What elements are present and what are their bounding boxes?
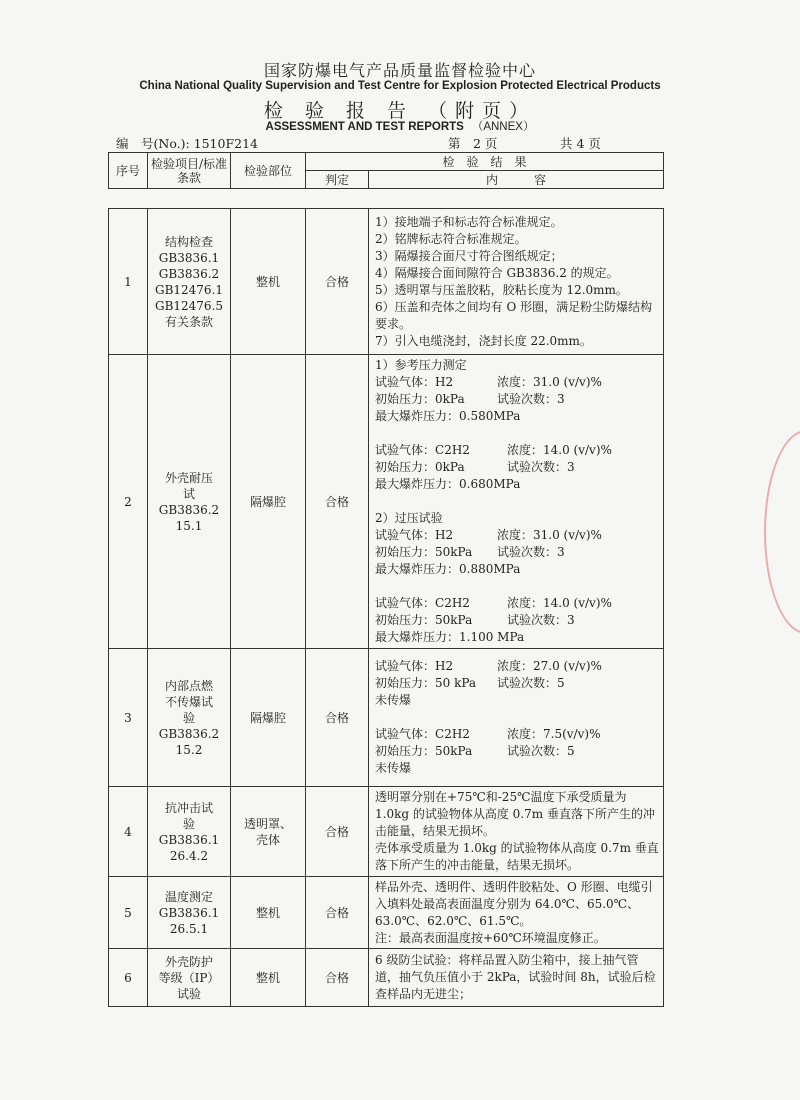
table-row bbox=[109, 877, 664, 949]
header-content: 内 容 bbox=[369, 171, 664, 189]
report-title-cn: 检 验 报 告 （附页） bbox=[263, 100, 537, 122]
table-header bbox=[108, 152, 664, 189]
row-item: 结构检查 GB3836.1 GB3836.2 GB12476.1 GB12476.5 有关条款 bbox=[148, 209, 231, 355]
table-row bbox=[109, 787, 664, 877]
header-verdict: 判定 bbox=[306, 171, 369, 189]
org-title-cn: 国家防爆电气产品质量监督检验中心 bbox=[263, 61, 536, 80]
row-verdict: 合格 bbox=[306, 949, 369, 1007]
row-part: 隔爆腔 bbox=[231, 355, 306, 649]
row-content: 样品外壳、透明件、透明件胶粘处、O 形圈、电缆引入填料处最高表面温度分别为 64.0℃、65.0℃、63.0℃、62.0℃、61.5℃。 注：最高表面温度按+60℃环境温度修正。 bbox=[369, 877, 664, 949]
row-part: 透明罩、 壳体 bbox=[231, 787, 306, 877]
row-seq: 5 bbox=[109, 877, 148, 949]
row-item: 抗冲击试 验 GB3836.1 26.4.2 bbox=[148, 787, 231, 877]
row-seq: 2 bbox=[109, 355, 148, 649]
header-seq: 序号 bbox=[109, 153, 148, 189]
row-seq: 3 bbox=[109, 649, 148, 787]
table-row bbox=[109, 649, 664, 787]
row-part: 隔爆腔 bbox=[231, 649, 306, 787]
total-pages: 共 4 页 bbox=[560, 136, 601, 151]
header-part: 检验部位 bbox=[231, 153, 306, 189]
red-stamp-edge bbox=[764, 430, 800, 634]
row-content: 透明罩分别在+75℃和-25℃温度下承受质量为 1.0kg 的试验物体从高度 0.7m 垂直落下所产生的冲击能量，结果无损坏。 壳体承受质量为 1.0kg 的试验物体从高度 0.7m 垂直落下所产生的冲击能量，结果无损坏。 bbox=[369, 787, 664, 877]
row-content: 试验气体：H2 浓度：27.0 (v/v)% 初始压力：50 kPa 试验次数：5 未传爆 试验气体：C2H2 浓度：7.5(v/v)% 初始压力：50kPa 试验次数：5 未传爆 bbox=[369, 649, 664, 787]
row-content: 6 级防尘试验：将样品置入防尘箱中，接上抽气管道，抽气负压值小于 2kPa，试验时间 8h，试验后检查样品内无进尘； bbox=[369, 949, 664, 1007]
row-seq: 1 bbox=[109, 209, 148, 355]
row-seq: 6 bbox=[109, 949, 148, 1007]
row-item: 外壳耐压 试 GB3836.2 15.1 bbox=[148, 355, 231, 649]
row-item: 温度测定 GB3836.1 26.5.1 bbox=[148, 877, 231, 949]
header-result: 检 验 结 果 bbox=[306, 153, 664, 171]
row-item: 内部点燃 不传爆试 验 GB3836.2 15.2 bbox=[148, 649, 231, 787]
row-verdict: 合格 bbox=[306, 649, 369, 787]
row-seq: 4 bbox=[109, 787, 148, 877]
table-row bbox=[109, 355, 664, 649]
row-part: 整机 bbox=[231, 949, 306, 1007]
results-table bbox=[108, 208, 664, 1007]
row-content: 1）参考压力测定 试验气体：H2 浓度：31.0 (v/v)% 初始压力：0kPa 试验次数：3 最大爆炸压力：0.580MPa 试验气体：C2H2 浓度：14.0 (v/v)% 初始压力：0kPa 试验次数：3 最大爆炸压力：0.680MPa 2）过压试验 试验气体：H2 浓度：31.0 (v/v)% 初始压力：50kPa 试验次数：3 最大爆炸压力：0.880MPa 试验气体：C2H2 浓度：14.0 (v/v)% 初始压力：50kPa 试验次数：3 最大爆炸压力：1.100 MPa bbox=[369, 355, 664, 649]
report-title-en-text: ASSESSMENT AND TEST REPORTS bbox=[265, 121, 464, 133]
table-row bbox=[109, 949, 664, 1007]
table-row bbox=[109, 209, 664, 355]
row-item: 外壳防护 等级（IP） 试验 bbox=[148, 949, 231, 1007]
row-part: 整机 bbox=[231, 209, 306, 355]
row-content: 1）接地端子和标志符合标准规定。 2）铭牌标志符合标准规定。 3）隔爆接合面尺寸符合图纸规定； 4）隔爆接合面间隙符合 GB3836.2 的规定。 5）透明罩与压盖胶粘，胶粘长度为 12.0mm。 6）压盖和壳体之间均有 O 形圈，满足粉尘防爆结构要求。 7）引入电缆浇封，浇封长度 22.0mm。 bbox=[369, 209, 664, 355]
row-part: 整机 bbox=[231, 877, 306, 949]
org-title-en: China National Quality Supervision and Test Centre for Explosion Protected Electrical Products bbox=[139, 80, 661, 92]
row-verdict: 合格 bbox=[306, 787, 369, 877]
header-item: 检验项目/标准条款 bbox=[148, 153, 231, 189]
row-verdict: 合格 bbox=[306, 877, 369, 949]
annex-label: （ANNEX） bbox=[471, 121, 535, 133]
report-number: 编 号(No.): 1510F214 bbox=[116, 136, 258, 151]
row-verdict: 合格 bbox=[306, 209, 369, 355]
page-number: 第 2 页 bbox=[448, 136, 498, 151]
row-verdict: 合格 bbox=[306, 355, 369, 649]
report-title-en bbox=[0, 118, 800, 134]
